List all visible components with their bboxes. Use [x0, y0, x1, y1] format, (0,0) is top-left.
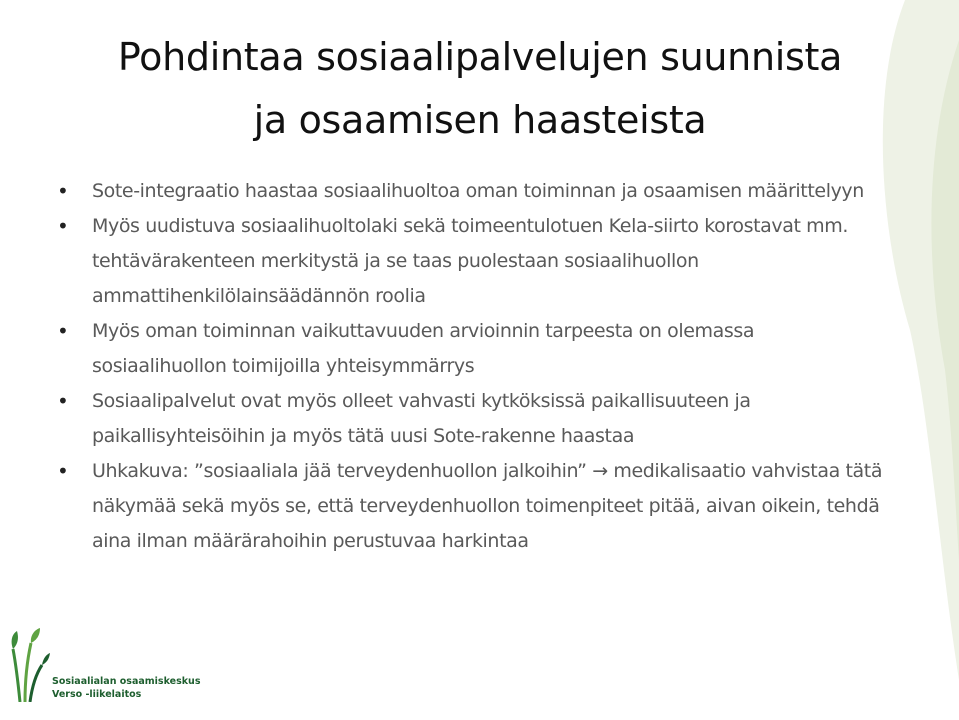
- bullet-dot: •: [57, 459, 69, 483]
- bullet-text-5-before-arrow: Uhkakuva: ”sosiaaliala jää terveydenhuollon jalkoihin”: [92, 460, 587, 482]
- bullet-item-3: [55, 314, 885, 384]
- bullet-item-5: [55, 454, 885, 559]
- sprout-logo-icon: [10, 627, 50, 702]
- arrow-right-icon: →: [592, 460, 608, 482]
- bullet-list: [55, 174, 885, 559]
- bullet-text-1: Sote-integraatio haastaa sosiaalihuoltoa oman toiminnan ja osaamisen määrittelyyn: [92, 180, 864, 202]
- bullet-item-2: [55, 209, 885, 314]
- logo-text-line-1: Sosiaalialan osaamiskeskus: [52, 676, 201, 687]
- title-line-1: Pohdintaa sosiaalipalvelujen suunnista: [117, 35, 843, 79]
- logo-text-line-2: Verso -liikelaitos: [52, 689, 142, 700]
- bullet-dot: •: [57, 179, 69, 203]
- bullet-text-4: Sosiaalipalvelut ovat myös olleet vahvasti kytköksissä paikallisuuteen ja paikallisyhteisöihin ja myös tätä uusi Sote-rakenne haastaa: [92, 390, 751, 447]
- bullet-dot: •: [57, 319, 69, 343]
- title-line-2: ja osaamisen haasteista: [253, 98, 707, 142]
- bullet-item-1: [55, 174, 885, 209]
- bullet-dot: •: [57, 389, 69, 413]
- bullet-text-2: Myös uudistuva sosiaalihuoltolaki sekä toimeentulotuen Kela-siirto korostavat mm. tehtävärakenteen merkitystä ja se taas puolestaan sosiaalihuollon ammattihenkilölainsäädännön roolia: [92, 215, 849, 307]
- bullet-text-5-after-arrow: medikalisaatio vahvistaa tätä näkymää sekä myös se, että terveydenhuollon toimenpiteet pitää, aivan oikein, tehdä aina ilman määrärahoihin perustuvaa harkintaa: [92, 460, 883, 552]
- organization-logo: [10, 627, 201, 712]
- bullet-dot: •: [57, 214, 69, 238]
- bullet-text-3: Myös oman toiminnan vaikuttavuuden arvioinnin tarpeesta on olemassa sosiaalihuollon toimijoilla yhteisymmärrys: [92, 320, 755, 377]
- bullet-item-4: [55, 384, 885, 454]
- slide-title: [40, 26, 920, 152]
